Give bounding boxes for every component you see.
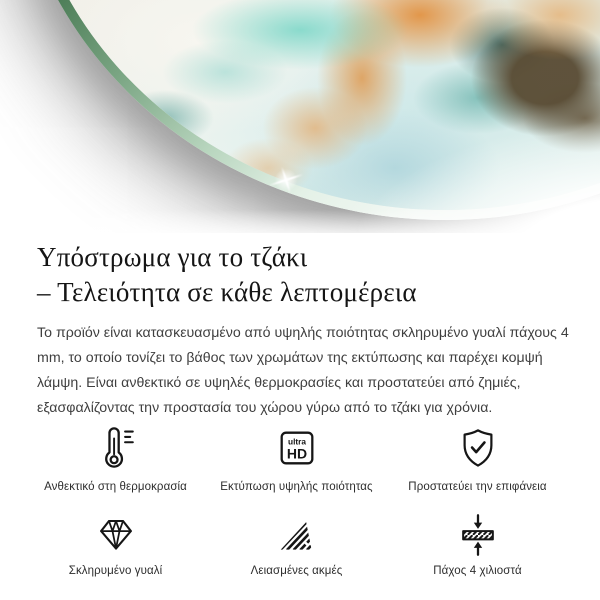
marble-artwork xyxy=(20,0,600,210)
ultra-hd-icon xyxy=(276,423,318,473)
feature-protection xyxy=(387,423,568,493)
feature-label: Πάχος 4 χιλιοστά xyxy=(433,565,522,577)
features-grid xyxy=(25,423,568,577)
product-description: Το προϊόν είναι κατασκευασμένο από υψηλής ποιότητας σκληρυμένο γυαλί πάχους 4 mm, το οποίο τονίζει το βάθος των χρωμάτων της εκτύπωσης και παρέχει κομψή λάμψη. Είναι ανθεκτικό σε υψηλές θερμοκρασίες και προστατεύει από ζημιές, εξασφαλίζοντας την προστασία του χώρου γύρω από το τζάκι για χρόνια. xyxy=(37,325,569,416)
thermometer-icon xyxy=(93,423,139,473)
page-title xyxy=(37,240,572,310)
feature-label: Προστατεύει την επιφάνεια xyxy=(408,481,547,493)
hero-image xyxy=(0,0,600,233)
feature-label: Λειασμένες ακμές xyxy=(250,565,343,577)
title-line-1: Υπόστρωμα για το τζάκι xyxy=(37,242,308,272)
feature-label: Εκτύπωση υψηλής ποιότητας xyxy=(220,481,373,493)
feature-thickness xyxy=(387,513,568,577)
ultra-hd-text-bottom: HD xyxy=(286,445,307,462)
feature-tempered-glass xyxy=(25,513,206,577)
shield-check-icon xyxy=(456,423,500,473)
feature-label: Ανθεκτικό στη θερμοκρασία xyxy=(44,481,187,493)
thickness-icon xyxy=(457,513,499,557)
glass-disc xyxy=(20,0,600,210)
feature-temperature xyxy=(25,423,206,493)
polished-edges-icon xyxy=(277,513,317,557)
diamond-icon xyxy=(95,513,137,557)
feature-polished-edges xyxy=(206,513,387,577)
feature-print-quality xyxy=(206,423,387,493)
feature-label: Σκληρυμένο γυαλί xyxy=(68,565,163,577)
content-section xyxy=(0,240,600,577)
ultra-hd-text-top: ultra xyxy=(287,436,306,447)
title-line-2: – Τελειότητα σε κάθε λεπτομέρεια xyxy=(37,277,417,307)
